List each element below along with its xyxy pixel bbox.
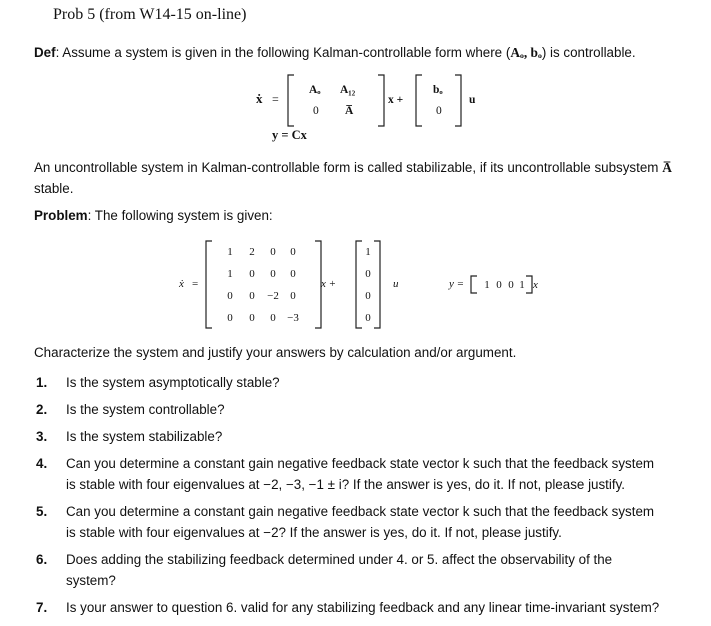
definition-text-after: ) is controllable.: [541, 45, 636, 60]
definition-text-before: : Assume a system is given in the following Kalman-controllable form where (: [55, 45, 511, 60]
output-equation: y = Cx: [272, 128, 307, 142]
matrix-a-entry: 1: [227, 246, 233, 258]
eq1-a-left-bracket: [288, 75, 294, 126]
matrix-a-entry: 0: [270, 246, 276, 258]
characterize-instruction: Characterize the system and justify your answers by calculation and/or argument.: [34, 345, 517, 360]
stabilizable-text: An uncontrollable system in Kalman-controllable form is called stabilizable, if its uncontrollable subsystem: [34, 160, 659, 175]
definition-pair: Aₒ, bₒ: [510, 45, 542, 60]
stabilizable-subsystem: A̅: [662, 160, 672, 175]
matrix-a-entry: 0: [290, 246, 296, 258]
eq1-b1: bₒ: [433, 84, 443, 96]
vector-b-entry: 1: [365, 246, 371, 258]
sys-equals: =: [192, 278, 199, 290]
matrix-a-entry: 0: [290, 268, 296, 280]
definition-label: Def: [34, 45, 56, 60]
eq1-m21: 0: [313, 105, 319, 117]
matrix-a: [227, 246, 299, 324]
sys-x-plus: x +: [321, 278, 337, 290]
vector-b: [365, 246, 371, 324]
question-text: is stable with four eigenvalues at −2? If the answer is yes, do it. If not, please justify.: [66, 525, 562, 540]
vector-c-entry: 0: [508, 279, 514, 291]
matrix-a-entry: 0: [227, 290, 233, 302]
eq1-x-plus: x +: [388, 94, 404, 106]
matrix-a-entry: −2: [267, 290, 279, 302]
matrix-a-entry: 1: [227, 268, 233, 280]
matrix-a-entry: 0: [249, 312, 255, 324]
stabilizable-line2: stable.: [34, 181, 74, 196]
question-text: Is your answer to question 6. valid for any stabilizing feedback and any linear time-invariant system?: [66, 600, 660, 615]
problem-label: Problem: [34, 208, 88, 223]
eq1-lhs: ẋ: [256, 91, 263, 106]
vector-b-entry: 0: [365, 312, 371, 324]
vector-c-right-bracket: [526, 276, 532, 293]
vector-b-entry: 0: [365, 290, 371, 302]
vector-c: [484, 279, 525, 291]
eq1-b-left-bracket: [416, 75, 422, 126]
eq1-m12: A₁₂: [340, 84, 356, 96]
eq1-b-right-bracket: [455, 75, 461, 126]
vector-b-entry: 0: [365, 268, 371, 280]
sys-y-x: x: [533, 279, 538, 291]
matrix-a-entry: 0: [227, 312, 233, 324]
stabilizable-line1: [34, 160, 672, 176]
eq1-u: u: [469, 94, 476, 106]
page-title: Prob 5 (from W14-15 on-line): [53, 6, 247, 23]
sys-u: u: [393, 278, 399, 290]
sys-y-lhs: y =: [449, 278, 465, 290]
question-text: Can you determine a constant gain negative feedback state vector k such that the feedback system: [66, 456, 655, 471]
question-text: Is the system asymptotically stable?: [66, 375, 280, 390]
vector-b-right-bracket: [374, 241, 380, 328]
question-number: 6.: [36, 552, 48, 567]
problem-statement: [34, 208, 273, 223]
question-number: 4.: [36, 456, 48, 471]
question-number: 1.: [36, 375, 48, 390]
question-number: 5.: [36, 504, 48, 519]
eq1-m11: Aₒ: [309, 84, 321, 96]
vector-c-entry: 1: [519, 279, 525, 291]
problem-text: : The following system is given:: [87, 208, 273, 223]
system-equation: [170, 236, 600, 334]
eq1-a-right-bracket: [378, 75, 384, 126]
vector-c-entry: 1: [484, 279, 490, 291]
matrix-a-entry: 0: [249, 268, 255, 280]
question-text: Is the system stabilizable?: [66, 429, 223, 444]
eq1-m22: A̅: [345, 105, 354, 117]
eq1-equals: =: [272, 92, 279, 106]
matrix-a-entry: 0: [270, 312, 276, 324]
question-text: is stable with four eigenvalues at −2, −3, −1 ± i? If the answer is yes, do it. If not, please justify.: [66, 477, 626, 492]
question-text: Does adding the stabilizing feedback determined under 4. or 5. affect the observability of the: [66, 552, 613, 567]
matrix-a-left-bracket: [206, 241, 212, 328]
vector-b-left-bracket: [356, 241, 362, 328]
matrix-a-entry: 0: [270, 268, 276, 280]
sys-lhs: ẋ: [179, 278, 184, 290]
vector-c-left-bracket: [471, 276, 477, 293]
question-number: 7.: [36, 600, 48, 615]
question-number: 3.: [36, 429, 48, 444]
matrix-a-entry: −3: [287, 312, 299, 324]
question-text: Can you determine a constant gain negative feedback state vector k such that the feedback system: [66, 504, 655, 519]
definition-paragraph: [34, 45, 636, 61]
eq1-b2: 0: [436, 105, 442, 117]
kalman-form-equation: [250, 70, 500, 132]
vector-c-entry: 0: [496, 279, 502, 291]
question-number: 2.: [36, 402, 48, 417]
question-text: system?: [66, 573, 116, 588]
matrix-a-entry: 0: [290, 290, 296, 302]
question-text: Is the system controllable?: [66, 402, 225, 417]
matrix-a-entry: 0: [249, 290, 255, 302]
matrix-a-entry: 2: [249, 246, 255, 258]
